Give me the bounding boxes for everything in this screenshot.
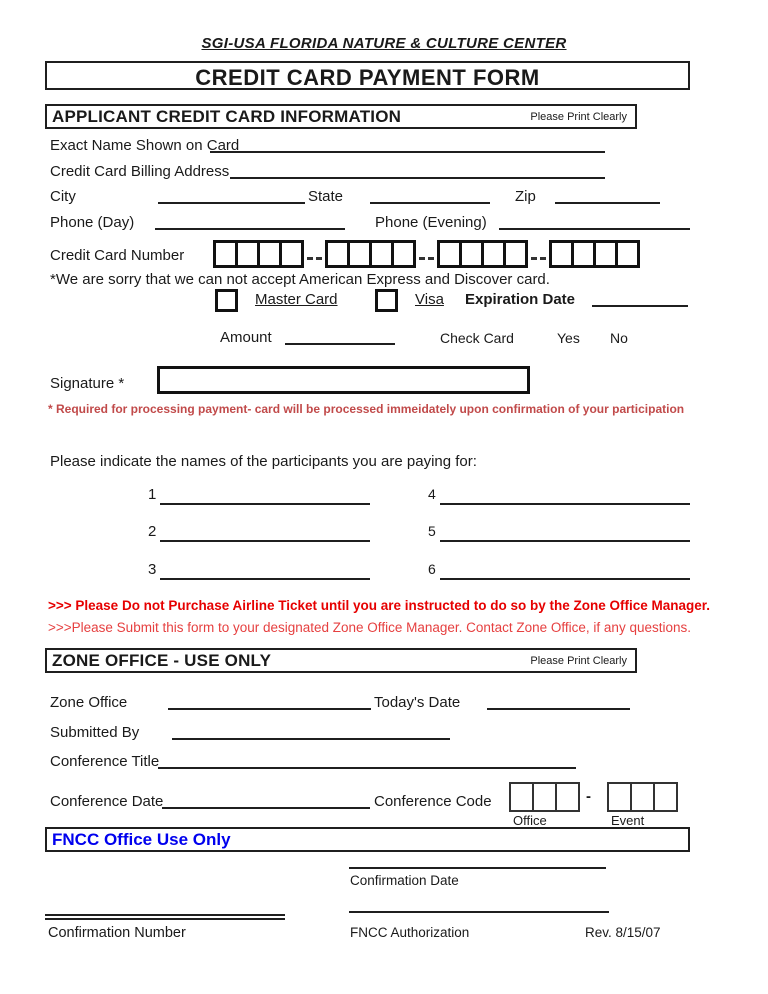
form-title-box [45,61,690,90]
conference-code-office-boxes [509,782,578,812]
confirmation-number-label: Confirmation Number [48,925,186,941]
amount-label: Amount [220,329,272,346]
event-code-caption: Event [611,813,645,828]
participant-5-input-line[interactable] [440,527,690,542]
confirmation-number-input-line[interactable] [45,914,285,920]
office-code-caption: Office [513,813,547,828]
todays-date-label: Today's Date [374,694,461,711]
conference-code-label: Conference Code [374,793,492,810]
visa-label: Visa [415,291,444,308]
zip-label: Zip [515,188,536,205]
conference-date-input-line[interactable] [162,794,370,809]
card-number-group-2 [325,240,413,268]
event-code-box[interactable] [607,782,632,812]
card-digit-box[interactable] [391,240,416,268]
participant-number-2: 2 [148,523,157,540]
state-label: State [308,188,344,205]
organization-title: SGI-USA FLORIDA NATURE & CULTURE CENTER [201,35,567,52]
participant-3-input-line[interactable] [160,565,370,580]
participant-6-input-line[interactable] [440,565,690,580]
conference-code-hyphen: - [586,788,591,805]
expiration-date-input-line[interactable] [592,292,688,307]
applicant-section-header [45,104,637,129]
zone-office-section-header [45,648,637,673]
airline-ticket-warning: >>> Please Do not Purchase Airline Ticket until you are instructed to do so by the Zone Office Manager. [48,598,711,613]
phone-day-label: Phone (Day) [50,214,135,231]
participant-number-4: 4 [428,486,436,502]
card-number-dash-separator [531,257,546,260]
participants-intro: Please indicate the names of the participants you are paying for: [50,453,477,470]
phone-day-input-line[interactable] [155,215,345,230]
check-card-label: Check Card [440,330,514,346]
signature-required-note: * Required for processing payment- card will be processed immeidately upon confirmation of your participation [48,402,685,416]
participant-number-5: 5 [428,523,436,539]
billing-address-input-line[interactable] [230,164,605,179]
participant-number-6: 6 [428,561,436,577]
participant-number-1: 1 [148,486,157,503]
zone-office-label: Zone Office [50,694,128,711]
zone-office-input-line[interactable] [168,695,371,710]
conference-title-input-line[interactable] [158,754,576,769]
conference-date-label: Conference Date [50,793,164,810]
card-number-group-3 [437,240,525,268]
billing-address-label: Credit Card Billing Address [50,163,230,180]
conference-title-label: Conference Title [50,753,160,770]
applicant-section-title: APPLICANT CREDIT CARD INFORMATION [52,106,402,126]
submitted-by-input-line[interactable] [172,725,450,740]
signature-label: Signature * [50,375,125,392]
submitted-by-label: Submitted By [50,724,140,741]
signature-input-box[interactable] [157,366,530,394]
card-digit-box[interactable] [615,240,640,268]
fncc-office-use-title: FNCC Office Use Only [52,829,231,849]
conference-code-event-boxes [607,782,676,812]
card-number-group-4 [549,240,637,268]
expiration-date-label: Expiration Date [465,291,576,308]
fncc-authorization-label: FNCC Authorization [350,925,470,940]
card-digit-box[interactable] [279,240,304,268]
confirmation-date-input-line[interactable] [349,855,606,869]
event-code-box[interactable] [653,782,678,812]
amount-input-line[interactable] [285,330,395,345]
todays-date-input-line[interactable] [487,695,630,710]
submit-form-note: >>>Please Submit this form to your designated Zone Office Manager. Contact Zone Office, if any questions. [48,620,691,635]
name-on-card-label: Exact Name Shown on Card [50,137,240,154]
print-clearly-note-2: Please Print Clearly [530,654,627,667]
participant-2-input-line[interactable] [160,527,370,542]
participant-number-3: 3 [148,561,157,578]
fncc-authorization-input-line[interactable] [349,899,609,913]
print-clearly-note-1: Please Print Clearly [530,110,627,123]
participant-4-input-line[interactable] [440,490,690,505]
confirmation-date-label: Confirmation Date [350,873,459,888]
office-code-box[interactable] [555,782,580,812]
phone-evening-input-line[interactable] [499,215,690,230]
city-input-line[interactable] [158,189,305,204]
card-acceptance-note: *We are sorry that we can not accept American Express and Discover card. [50,271,550,288]
state-input-line[interactable] [370,189,490,204]
fncc-office-use-box [45,827,690,852]
zone-office-section-title: ZONE OFFICE - USE ONLY [52,650,272,670]
visa-checkbox[interactable] [375,289,398,312]
name-on-card-input-line[interactable] [210,138,605,153]
check-card-no-label[interactable]: No [610,330,628,346]
card-number-group-1 [213,240,301,268]
zip-input-line[interactable] [555,189,660,204]
form-title: CREDIT CARD PAYMENT FORM [195,65,540,90]
participant-1-input-line[interactable] [160,490,370,505]
card-number-label: Credit Card Number [50,247,185,264]
office-code-box[interactable] [509,782,534,812]
master-card-label: Master Card [255,291,338,308]
master-card-checkbox[interactable] [215,289,238,312]
phone-evening-label: Phone (Evening) [375,214,487,231]
check-card-yes-label[interactable]: Yes [557,330,580,346]
card-number-dash-separator [307,257,322,260]
office-code-box[interactable] [532,782,557,812]
card-number-boxes [213,240,637,268]
revision-date: Rev. 8/15/07 [585,925,661,940]
city-label: City [50,188,76,205]
card-number-dash-separator [419,257,434,260]
card-digit-box[interactable] [503,240,528,268]
event-code-box[interactable] [630,782,655,812]
